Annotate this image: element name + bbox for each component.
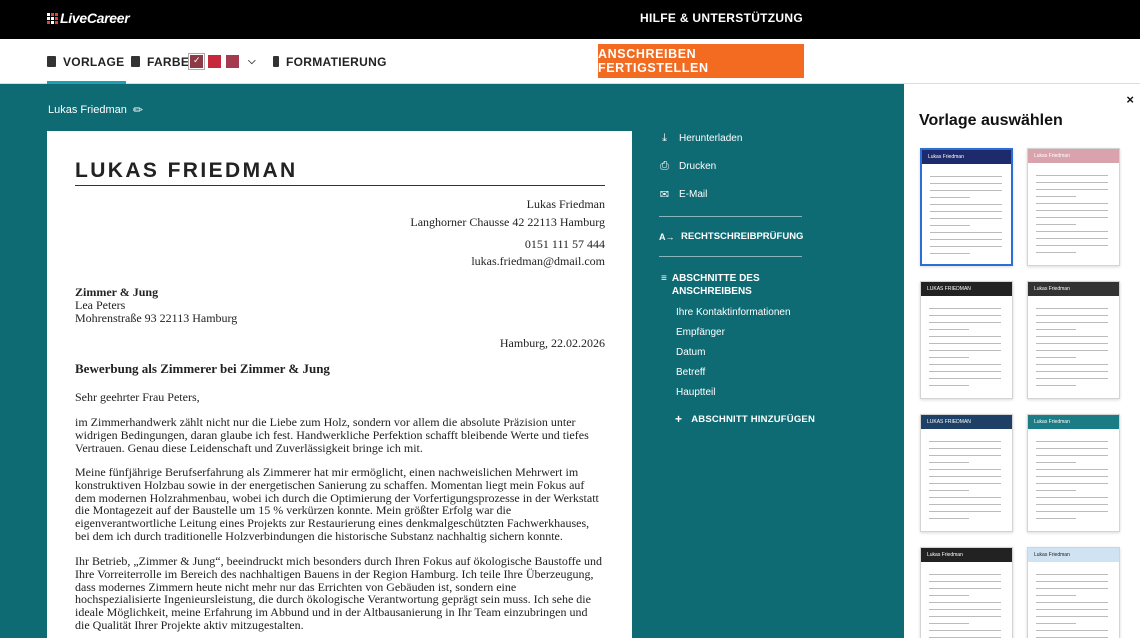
sections-heading-line1: ABSCHNITTE DES bbox=[671, 273, 760, 284]
close-icon[interactable]: × bbox=[1126, 92, 1134, 107]
thumbnail-header: Lukas Friedman bbox=[1028, 282, 1119, 296]
thumbnail-text-line bbox=[929, 497, 1001, 498]
thumbnail-text-line bbox=[1036, 329, 1076, 330]
tab-template[interactable] bbox=[47, 39, 124, 84]
thumbnail-text-line bbox=[1036, 336, 1108, 337]
tab-color-label: FARBE bbox=[147, 54, 190, 69]
thumbnail-text-line bbox=[1036, 469, 1108, 470]
thumbnail-header: Lukas Friedman bbox=[1028, 548, 1119, 562]
thumbnail-text-line bbox=[929, 469, 1001, 470]
thumbnail-text-line bbox=[929, 518, 969, 519]
document-name-label: Lukas Friedman bbox=[48, 104, 127, 116]
letter-heading: LUKAS FRIEDMAN bbox=[75, 159, 605, 186]
pencil-icon[interactable]: ✏ bbox=[132, 103, 143, 117]
section-item-date[interactable]: Datum bbox=[676, 347, 706, 358]
thumbnail-text-line bbox=[1036, 245, 1108, 246]
thumbnail-text-line bbox=[930, 190, 1002, 191]
thumbnail-text-line bbox=[1036, 364, 1108, 365]
print-label: Drucken bbox=[679, 161, 717, 172]
thumbnail-text-line bbox=[930, 176, 1002, 177]
thumbnail-text-line bbox=[1036, 476, 1108, 477]
logo-text: LiveCareer bbox=[60, 10, 130, 26]
thumbnail-text-line bbox=[1036, 182, 1108, 183]
document-name[interactable] bbox=[48, 103, 143, 117]
thumbnail-text-line bbox=[929, 336, 1001, 337]
thumbnail-text-line bbox=[1036, 511, 1108, 512]
thumbnail-text-line bbox=[929, 609, 1001, 610]
thumbnail-text-line bbox=[930, 225, 970, 226]
download-icon: ⤓ bbox=[662, 132, 667, 144]
thumbnail-header: Lukas Friedman bbox=[1028, 415, 1119, 429]
thumbnail-text-line bbox=[1036, 518, 1076, 519]
list-icon: ≡ bbox=[661, 273, 667, 284]
template-thumbnail[interactable] bbox=[920, 281, 1013, 399]
thumbnail-text-line bbox=[1036, 322, 1108, 323]
thumbnail-header: Lukas Friedman bbox=[922, 150, 1011, 164]
color-swatches bbox=[190, 39, 256, 84]
template-thumbnail[interactable] bbox=[1027, 414, 1120, 532]
thumbnail-text-line bbox=[1036, 196, 1076, 197]
spellcheck-label: RECHTSCHREIBPRÜFUNG bbox=[681, 231, 804, 242]
livecareer-logo[interactable] bbox=[47, 10, 129, 26]
section-item-body[interactable]: Hauptteil bbox=[676, 387, 716, 398]
template-thumbnail[interactable] bbox=[920, 148, 1013, 266]
thumbnail-text-line bbox=[930, 197, 970, 198]
thumbnail-text-line bbox=[929, 630, 1001, 631]
top-bar bbox=[0, 0, 1140, 39]
letter-paragraph: Meine fünfjährige Berufserfahrung als Zimmerer hat mir ermöglicht, einen nachweislichen Mehrwert im konstruktiven Holzbau sowie in der energetischen Sanierung zu schaffen. Momentan liegt mein Fokus auf dem modernen Holzrahmenbau, wobei ich durch die Optimierung der Vorfertigungsprozesse in der Werkstatt die Montagezeit auf der Baustelle um 15 % verkürzen konnte. Mein größter Erfolg war die eigenverantwortliche Leitung eines Projekts zur Restaurierung eines denkmalgeschützten Fachwerkhauses, bei dem ich durch traditionelle Holzverbindungen die historische Substanz nachhaltig sichern konnte. bbox=[75, 465, 599, 543]
divider bbox=[659, 256, 802, 257]
thumbnail-text-line bbox=[929, 308, 1001, 309]
sender-email: lukas.friedman@dmail.com bbox=[471, 254, 605, 268]
thumbnail-text-line bbox=[1036, 574, 1108, 575]
thumbnail-text-line bbox=[929, 322, 1001, 323]
spellcheck-action[interactable] bbox=[659, 231, 803, 242]
color-swatch-selected[interactable] bbox=[190, 55, 203, 68]
thumbnail-text-line bbox=[1036, 217, 1108, 218]
thumbnail-text-line bbox=[1036, 371, 1108, 372]
thumbnail-text-line bbox=[1036, 462, 1076, 463]
plus-icon: + bbox=[675, 412, 683, 426]
email-action[interactable] bbox=[659, 188, 707, 201]
format-icon bbox=[273, 56, 279, 67]
thumbnail-header: Lukas Friedman bbox=[921, 548, 1012, 562]
thumbnail-text-line bbox=[1036, 630, 1108, 631]
letter-paragraph: Ihr Betrieb, „Zimmer & Jung“, beeindruckt mich besonders durch Ihren Fokus auf ökologische Baustoffe und Ihre Vorreiterrolle im Bereich des nachhaltigen Bauens in der Region Hamburg. Ich teile Ihre Überzeugung, dass modernes Zimmern heute nicht mehr nur das Errichten von Gebäuden ist, sondern eine hochspezialisierte Ingenieursleistung, die durch ökologische Verantwortung geprägt sein muss. Ich sehe die ideale Möglichkeit, meine Erfahrung im Abbund und in der Altbausanierung in Ihr Team einzubringen und die Qualität Ihrer Projekte aktiv mitzugestalten. bbox=[75, 554, 602, 632]
thumbnail-text-line bbox=[929, 574, 1001, 575]
thumbnail-text-line bbox=[1036, 581, 1108, 582]
thumbnail-text-line bbox=[1036, 189, 1108, 190]
printer-icon: ⎙ bbox=[660, 160, 669, 172]
thumbnail-text-line bbox=[1036, 308, 1108, 309]
thumbnail-header: LUKAS FRIEDMAN bbox=[921, 282, 1012, 296]
thumbnail-text-line bbox=[930, 246, 1002, 247]
letter-salutation: Sehr geehrter Frau Peters, bbox=[75, 390, 200, 404]
thumbnail-text-line bbox=[1036, 595, 1076, 596]
thumbnail-text-line bbox=[930, 239, 1002, 240]
thumbnail-text-line bbox=[1036, 385, 1076, 386]
recipient-company: Zimmer & Jung bbox=[75, 285, 159, 299]
section-item-recipient[interactable]: Empfänger bbox=[676, 327, 725, 338]
thumbnail-text-line bbox=[929, 343, 1001, 344]
thumbnail-text-line bbox=[929, 462, 969, 463]
thumbnail-text-line bbox=[1036, 315, 1108, 316]
letter-paragraph: im Zimmerhandwerk zählt nicht nur die Liebe zum Holz, sondern vor allem die absolute Präzision unter widrigen Bedingungen, daran glaube ich fest. Handwerkliche Perfektion schafft bleibende Werte und tiefes Vertrauen. Genau diese Leidenschaft und Zuverlässigkeit bringe ich mit. bbox=[75, 415, 589, 455]
thumbnail-text-line bbox=[929, 595, 969, 596]
thumbnail-header: LUKAS FRIEDMAN bbox=[921, 415, 1012, 429]
thumbnail-text-line bbox=[929, 315, 1001, 316]
thumbnail-text-line bbox=[929, 329, 969, 330]
thumbnail-text-line bbox=[1036, 378, 1108, 379]
letter-preview[interactable] bbox=[47, 131, 632, 638]
sender-address: Langhorner Chausse 42 22113 Hamburg bbox=[410, 215, 605, 229]
spellcheck-icon: A→ bbox=[659, 231, 675, 242]
thumbnail-text-line bbox=[929, 581, 1001, 582]
thumbnail-text-line bbox=[930, 253, 970, 254]
thumbnail-text-line bbox=[1036, 252, 1076, 253]
template-thumbnail[interactable] bbox=[1027, 148, 1120, 266]
finish-letter-button[interactable]: ANSCHREIBEN FERTIGSTELLEN bbox=[598, 44, 804, 78]
tab-template-label: VORLAGE bbox=[63, 54, 125, 69]
thumbnail-text-line bbox=[929, 385, 969, 386]
thumbnail-text-line bbox=[929, 623, 969, 624]
logo-dots-icon bbox=[47, 13, 58, 24]
sections-heading bbox=[661, 272, 760, 298]
thumbnail-text-line bbox=[929, 490, 969, 491]
thumbnail-text-line bbox=[929, 364, 1001, 365]
download-label: Herunterladen bbox=[679, 133, 743, 144]
help-link[interactable]: HILFE & UNTERSTÜTZUNG bbox=[640, 11, 803, 25]
thumbnail-header: Lukas Friedman bbox=[1028, 149, 1119, 163]
thumbnail-text-line bbox=[1036, 504, 1108, 505]
chevron-down-icon[interactable]: ⌵ bbox=[248, 56, 256, 67]
thumbnail-text-line bbox=[1036, 224, 1076, 225]
template-thumbnail[interactable] bbox=[920, 547, 1013, 638]
thumbnail-text-line bbox=[929, 511, 1001, 512]
sections-heading-line2: ANSCHREIBENS bbox=[671, 286, 752, 297]
thumbnail-text-line bbox=[1036, 175, 1108, 176]
color-swatch[interactable] bbox=[208, 55, 221, 68]
thumbnail-text-line bbox=[1036, 448, 1108, 449]
divider bbox=[659, 216, 802, 217]
thumbnail-text-line bbox=[1036, 497, 1108, 498]
print-action[interactable] bbox=[659, 160, 716, 173]
thumbnail-text-line bbox=[929, 441, 1001, 442]
thumbnail-text-line bbox=[929, 588, 1001, 589]
thumbnail-text-line bbox=[1036, 343, 1108, 344]
thumbnail-text-line bbox=[1036, 602, 1108, 603]
tab-formatting[interactable] bbox=[273, 39, 387, 84]
color-swatch[interactable] bbox=[226, 55, 239, 68]
add-section-label: ABSCHNITT HINZUFÜGEN bbox=[691, 413, 816, 425]
thumbnail-text-line bbox=[930, 204, 1002, 205]
recipient-address: Mohrenstraße 93 22113 Hamburg bbox=[75, 311, 238, 325]
letter-date: Hamburg, 22.02.2026 bbox=[499, 336, 605, 350]
thumbnail-text-line bbox=[930, 211, 1002, 212]
thumbnail-text-line bbox=[929, 455, 1001, 456]
thumbnail-text-line bbox=[929, 371, 1001, 372]
section-item-subject[interactable]: Betreff bbox=[676, 367, 706, 378]
envelope-icon: ✉ bbox=[659, 189, 670, 201]
template-thumbnail[interactable] bbox=[1027, 547, 1120, 638]
thumbnail-text-line bbox=[1036, 238, 1108, 239]
thumbnail-text-line bbox=[1036, 588, 1108, 589]
email-label: E-Mail bbox=[679, 189, 708, 200]
thumbnail-text-line bbox=[1036, 455, 1108, 456]
thumbnail-text-line bbox=[1036, 231, 1108, 232]
thumbnail-text-line bbox=[929, 378, 1001, 379]
thumbnail-text-line bbox=[930, 218, 1002, 219]
thumbnail-text-line bbox=[929, 357, 969, 358]
template-thumbnail[interactable] bbox=[920, 414, 1013, 532]
download-action[interactable] bbox=[659, 132, 742, 145]
paint-icon bbox=[131, 56, 140, 67]
template-panel bbox=[904, 84, 1140, 638]
thumbnail-text-line bbox=[929, 504, 1001, 505]
thumbnail-text-line bbox=[929, 350, 1001, 351]
thumbnail-text-line bbox=[1036, 490, 1076, 491]
template-thumbnail[interactable] bbox=[1027, 281, 1120, 399]
thumbnail-text-line bbox=[1036, 609, 1108, 610]
thumbnail-text-line bbox=[1036, 203, 1108, 204]
letter-subject: Bewerbung als Zimmerer bei Zimmer & Jung bbox=[75, 361, 330, 376]
thumbnail-text-line bbox=[1036, 350, 1108, 351]
document-icon bbox=[47, 56, 56, 67]
editor-toolbar bbox=[0, 39, 1140, 84]
add-section-button[interactable] bbox=[675, 412, 815, 426]
sender-phone: 0151 111 57 444 bbox=[524, 237, 605, 251]
section-item-contact[interactable]: Ihre Kontaktinformationen bbox=[676, 307, 791, 318]
thumbnail-text-line bbox=[1036, 616, 1108, 617]
thumbnail-text-line bbox=[1036, 483, 1108, 484]
panel-title: Vorlage auswählen bbox=[919, 112, 1063, 129]
thumbnail-text-line bbox=[1036, 357, 1076, 358]
thumbnail-text-line bbox=[929, 448, 1001, 449]
thumbnail-text-line bbox=[930, 183, 1002, 184]
thumbnail-text-line bbox=[929, 476, 1001, 477]
thumbnail-text-line bbox=[1036, 441, 1108, 442]
thumbnail-text-line bbox=[929, 616, 1001, 617]
thumbnail-text-line bbox=[1036, 210, 1108, 211]
tab-formatting-label: FORMATIERUNG bbox=[286, 54, 387, 69]
recipient-person: Lea Peters bbox=[75, 298, 126, 312]
thumbnail-text-line bbox=[929, 483, 1001, 484]
thumbnail-text-line bbox=[930, 232, 1002, 233]
thumbnail-text-line bbox=[1036, 623, 1076, 624]
sender-name: Lukas Friedman bbox=[526, 197, 605, 211]
thumbnail-text-line bbox=[929, 602, 1001, 603]
tab-color[interactable] bbox=[131, 39, 189, 84]
